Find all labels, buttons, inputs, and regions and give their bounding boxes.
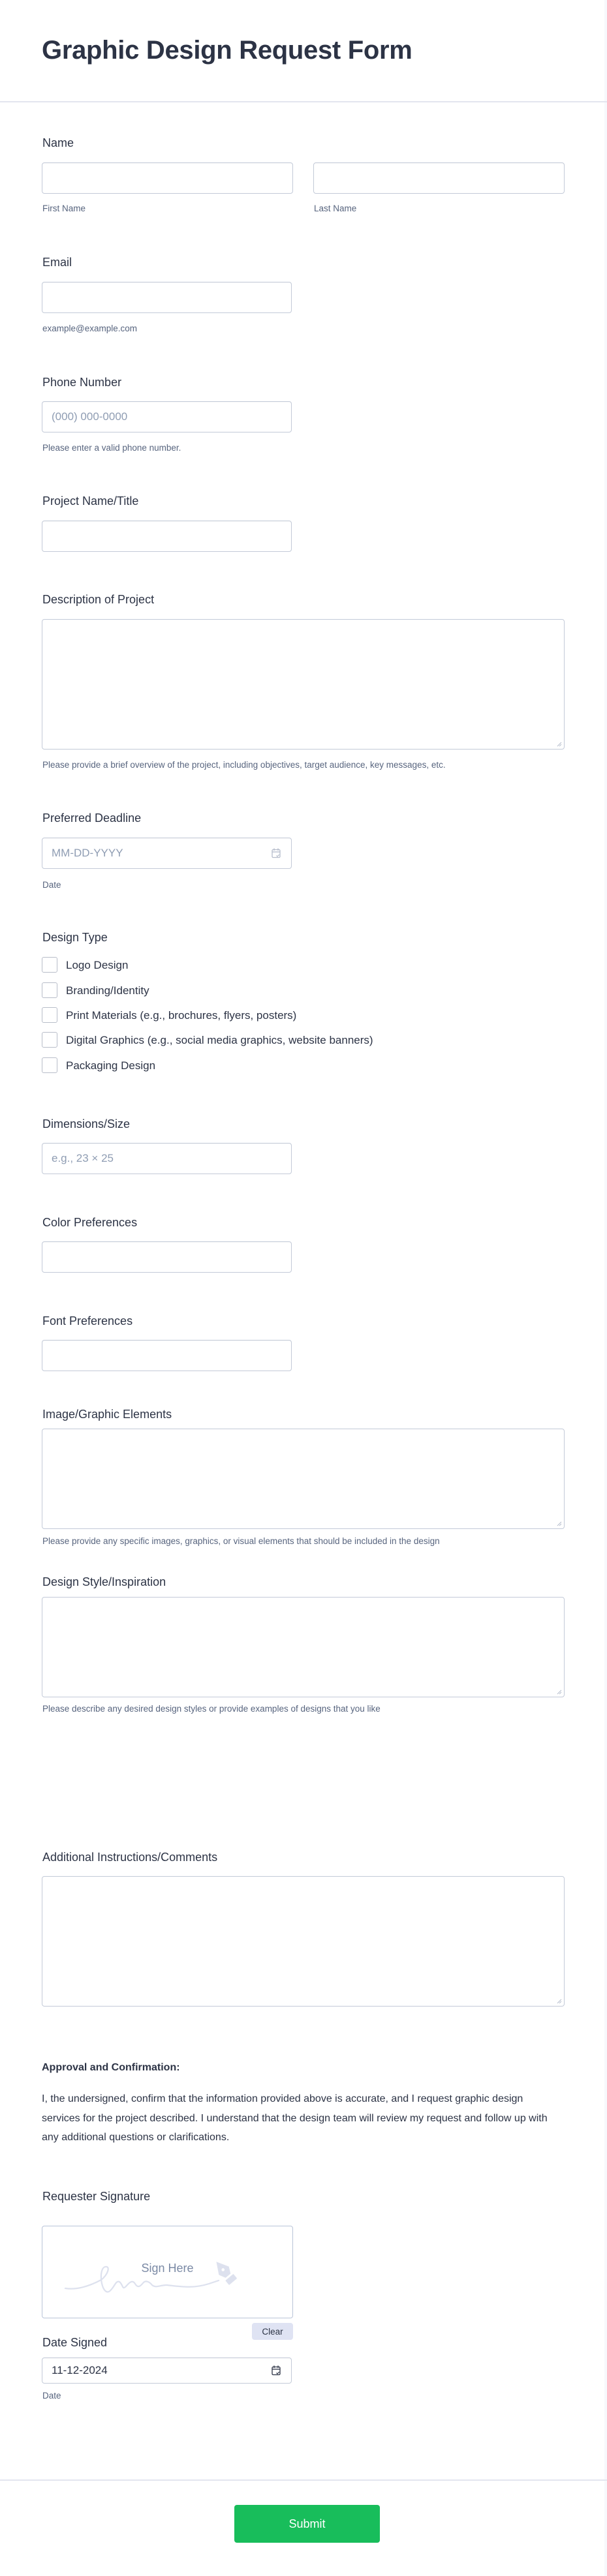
deadline-input[interactable] (42, 838, 292, 869)
approval-heading: Approval and Confirmation: (42, 2062, 180, 2073)
calendar-icon[interactable] (270, 847, 282, 859)
header-divider (0, 101, 607, 102)
design-style-label: Design Style/Inspiration (42, 1575, 166, 1588)
email-label: Email (42, 256, 72, 269)
deadline-placeholder: MM-DD-YYYY (52, 847, 123, 859)
footer-divider (0, 2479, 607, 2481)
resize-handle-icon[interactable] (557, 1690, 562, 1695)
signature-illustration-icon (62, 2252, 251, 2298)
checkbox-label[interactable]: Packaging Design (66, 1059, 156, 1072)
checkbox-label[interactable]: Print Materials (e.g., brochures, flyers, posters) (66, 1009, 297, 1022)
deadline-sublabel: Date (42, 880, 61, 890)
first-name-sublabel: First Name (42, 204, 86, 213)
phone-input[interactable] (42, 401, 292, 432)
page-edge (604, 0, 607, 2576)
resize-handle-icon[interactable] (557, 1999, 562, 2004)
font-preferences-label: Font Preferences (42, 1314, 133, 1327)
design-style-sublabel: Please describe any desired design styles or provide examples of designs that you like (42, 1704, 381, 1714)
email-input[interactable] (42, 282, 292, 313)
deadline-label: Preferred Deadline (42, 811, 142, 825)
checkbox-label[interactable]: Branding/Identity (66, 984, 149, 997)
description-label: Description of Project (42, 593, 155, 606)
phone-placeholder: (000) 000-0000 (52, 410, 128, 423)
project-name-input[interactable] (42, 521, 292, 552)
email-sublabel: example@example.com (42, 324, 138, 333)
first-name-input[interactable] (42, 162, 293, 194)
date-signed-input[interactable] (42, 2357, 292, 2384)
clear-signature-button[interactable]: Clear (252, 2323, 293, 2340)
checkbox-digital-graphics[interactable] (42, 1032, 57, 1048)
approval-paragraph: I, the undersigned, confirm that the information provided above is accurate, and I request graphic design services for the project described. I understand that the design team will review my request and follow up with any additional questions or clarifications. (42, 2093, 548, 2143)
signature-label: Requester Signature (42, 2190, 151, 2203)
resize-handle-icon[interactable] (557, 742, 562, 747)
image-elements-textarea[interactable] (42, 1429, 565, 1529)
signature-pad[interactable] (42, 2226, 293, 2318)
resize-handle-icon[interactable] (557, 1521, 562, 1526)
checkbox-branding-identity[interactable] (42, 982, 57, 998)
description-sublabel: Please provide a brief overview of the project, including objectives, target audience, key messages, etc. (42, 760, 446, 770)
image-elements-sublabel: Please provide any specific images, graphics, or visual elements that should be included in the design (42, 1536, 440, 1546)
phone-sublabel: Please enter a valid phone number. (42, 443, 181, 453)
font-preferences-input[interactable] (42, 1340, 292, 1371)
checkbox-packaging-design[interactable] (42, 1057, 57, 1073)
submit-button[interactable]: Submit (234, 2505, 380, 2543)
sign-here-text: Sign Here (141, 2262, 194, 2275)
date-signed-sublabel: Date (42, 2391, 61, 2401)
additional-textarea[interactable] (42, 1876, 565, 2007)
image-elements-label: Image/Graphic Elements (42, 1408, 172, 1421)
dimensions-input[interactable] (42, 1143, 292, 1174)
date-signed-label: Date Signed (42, 2336, 108, 2349)
description-textarea[interactable] (42, 619, 565, 750)
additional-label: Additional Instructions/Comments (42, 1851, 218, 1864)
checkbox-label[interactable]: Logo Design (66, 959, 129, 971)
color-preferences-label: Color Preferences (42, 1216, 138, 1229)
dimensions-label: Dimensions/Size (42, 1117, 131, 1130)
calendar-icon[interactable] (270, 2365, 282, 2376)
form-title: Graphic Design Request Form (42, 36, 412, 65)
checkbox-print-materials[interactable] (42, 1007, 57, 1023)
design-style-textarea[interactable] (42, 1597, 565, 1697)
phone-label: Phone Number (42, 376, 122, 389)
project-name-label: Project Name/Title (42, 494, 139, 508)
name-label: Name (42, 136, 74, 149)
checkbox-label[interactable]: Digital Graphics (e.g., social media graphics, website banners) (66, 1034, 373, 1046)
checkbox-logo-design[interactable] (42, 957, 57, 973)
date-signed-value: 11-12-2024 (52, 2364, 108, 2376)
last-name-input[interactable] (313, 162, 565, 194)
design-type-label: Design Type (42, 931, 108, 944)
dimensions-placeholder: e.g., 23 × 25 (52, 1152, 114, 1164)
last-name-sublabel: Last Name (314, 204, 357, 213)
color-preferences-input[interactable] (42, 1241, 292, 1273)
